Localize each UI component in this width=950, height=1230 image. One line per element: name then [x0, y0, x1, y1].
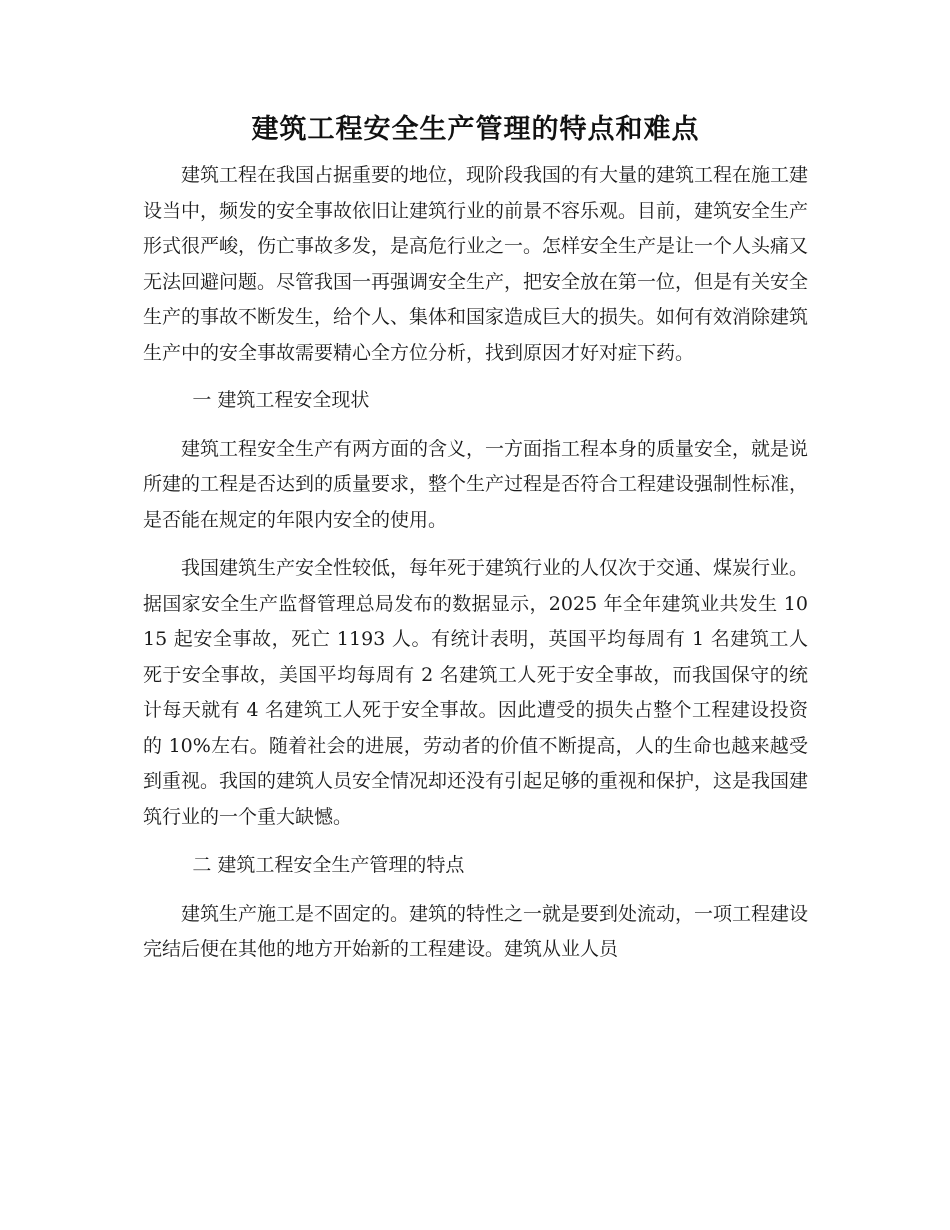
document-title: 建筑工程安全生产管理的特点和难点 — [251, 114, 700, 145]
paragraph-construction-mobility: 建筑生产施工是不固定的。建筑的特性之一就是要到处流动，一项工程建设完结后便在其他的地方开始新的工程建设。建筑从业人员 — [143, 902, 809, 960]
spacer — [143, 835, 808, 848]
document-page — [143, 108, 808, 968]
section-heading-features: 二 建筑工程安全生产管理的特点 — [192, 854, 465, 876]
paragraph-safety-statistics: 我国建筑生产安全性较低，每年死于建筑行业的人仅次于交通、煤炭行业。据国家安全生产监督管理总局发布的数据显示，2025 年全年建筑业共发生 1015 起安全事故，死亡 1193 人。有统计表明，英国平均每周有 1 名建筑工人死于安全事故，美国平均每周有 2 名建筑工人死于安全事故，而我国保守的统计每天就有 4 名建筑工人死于安全事故。因此遭受的损失占整个工程建设投资的 10%左右。随着社会的进展，劳动者的价值不断提高，人的生命也越来越受到重视。我国的建筑人员安全情况却还没有引起足够的重视和保护，这是我国建筑行业的一个重大缺憾。 — [143, 557, 809, 828]
spacer — [143, 371, 808, 383]
spacer — [143, 884, 808, 897]
spacer — [143, 419, 808, 432]
spacer — [143, 538, 808, 551]
section-heading-status: 一 建筑工程安全现状 — [192, 389, 370, 411]
intro-paragraph: 建筑工程在我国占据重要的地位，现阶段我国的有大量的建筑工程在施工建设当中，频发的安全事故依旧让建筑行业的前景不容乐观。目前，建筑安全生产形式很严峻，伤亡事故多发，是高危行业之一。怎样安全生产是让一个人头痛又无法回避问题。尽管我国一再强调安全生产，把安全放在第一位，但是有关安全生产的事故不断发生，给个人、集体和国家造成巨大的损失。如何有效消除建筑生产中的安全事故需要精心全方位分析，找到原因才好对症下药。 — [143, 164, 809, 364]
paragraph-safety-meaning: 建筑工程安全生产有两方面的含义，一方面指工程本身的质量安全，就是说所建的工程是否达到的质量要求，整个生产过程是否符合工程建设强制性标准，是否能在规定的年限内安全的使用。 — [143, 437, 809, 531]
